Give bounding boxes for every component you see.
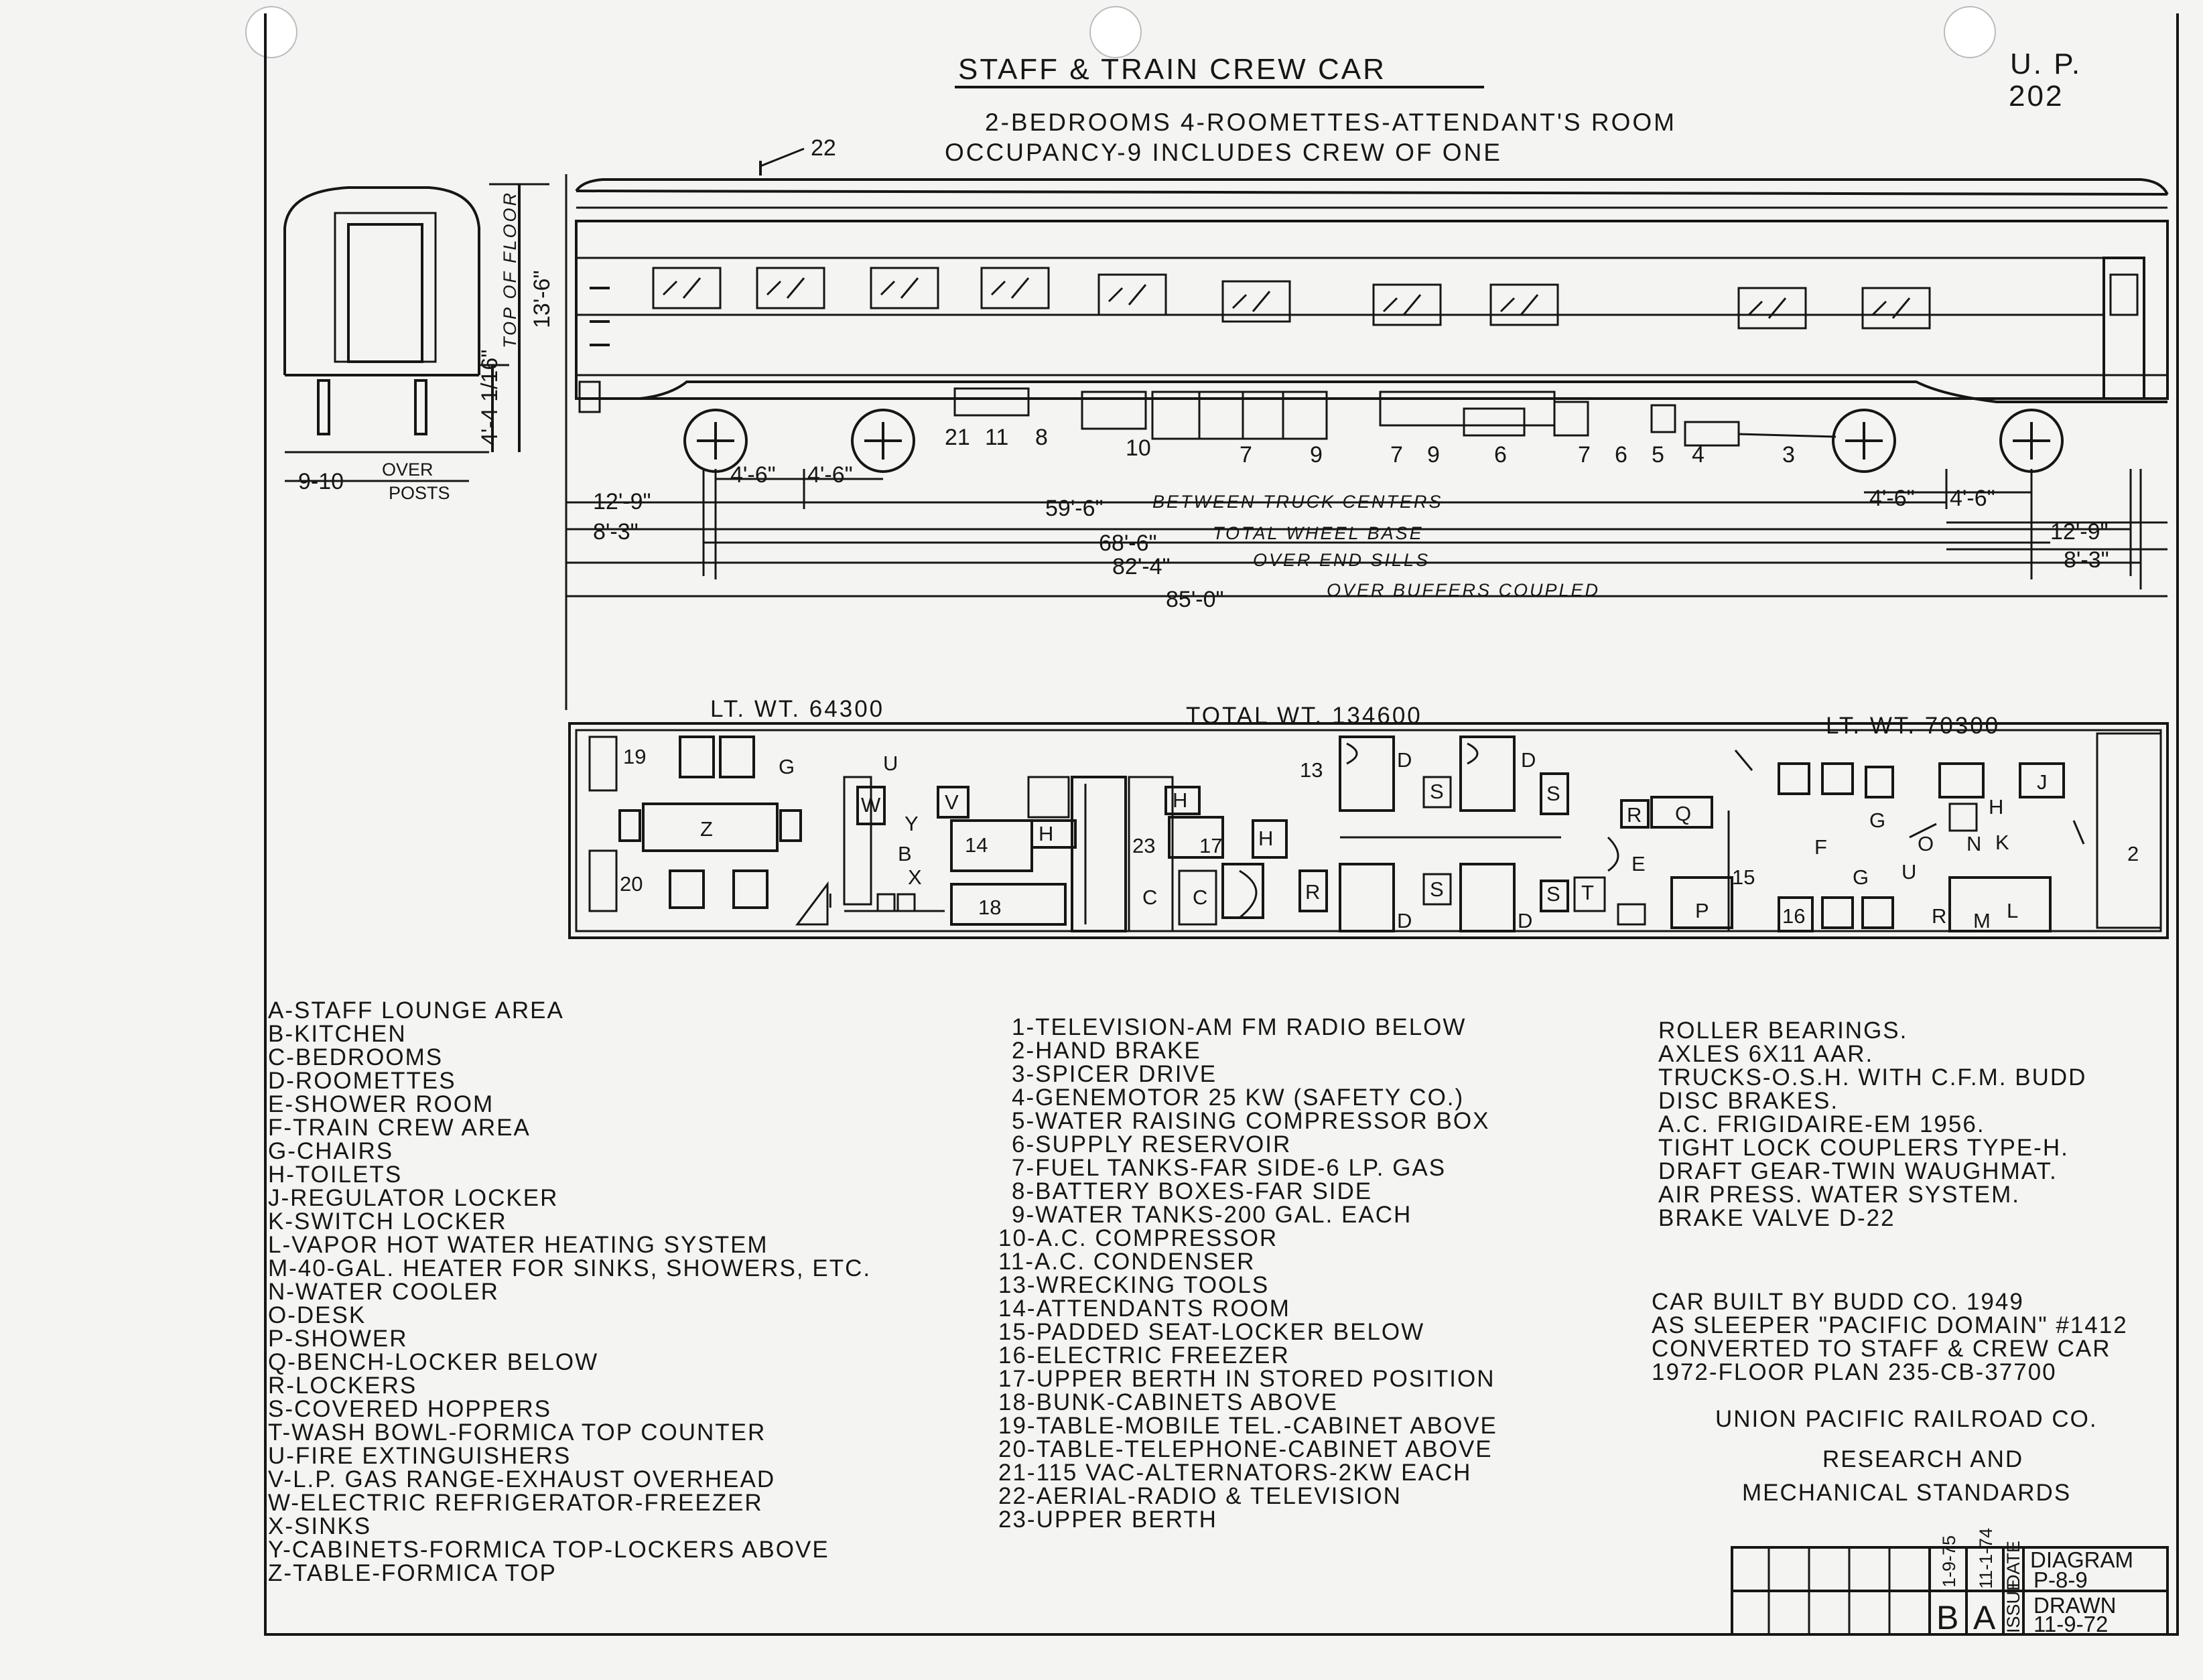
road-number: U. P. xyxy=(2010,48,2082,80)
dim-4-6-d: 4'-6" xyxy=(1950,486,1995,511)
legend-8: 8-BATTERY BOXES-FAR SIDE xyxy=(1012,1178,1373,1204)
total-weight: TOTAL WT. 134600 xyxy=(1186,703,1422,729)
plan-label-g3: G xyxy=(1853,865,1869,889)
issue-b-date: 1-9-75 xyxy=(1939,1535,1959,1588)
legend-10: 10-A.C. COMPRESSOR xyxy=(998,1225,1278,1251)
plan-label-18: 18 xyxy=(978,896,1002,919)
binder-hole-center xyxy=(1090,7,1141,58)
plan-label-c1: C xyxy=(1142,886,1158,909)
plan-label-z: Z xyxy=(700,817,713,841)
legend-letters xyxy=(268,997,871,1586)
diagram-number: P-8-9 xyxy=(2033,1567,2088,1592)
legend-6: 6-SUPPLY RESERVOIR xyxy=(1012,1131,1292,1158)
legend-a: A-STAFF LOUNGE AREA xyxy=(268,997,564,1024)
callout-7c: 7 xyxy=(1578,442,1591,468)
plan-label-c2: C xyxy=(1193,886,1208,909)
legend-3: 3-SPICER DRIVE xyxy=(1012,1061,1217,1087)
legend-x: X-SINKS xyxy=(268,1513,372,1539)
legend-numbers xyxy=(998,1014,1497,1533)
plan-label-r1: R xyxy=(1305,880,1321,904)
height-note: TOP OF FLOOR xyxy=(500,190,520,348)
plan-label-u2: U xyxy=(1901,860,1917,884)
spec-2: AXLES 6X11 AAR. xyxy=(1658,1041,1874,1067)
plan-label-23: 23 xyxy=(1132,834,1156,857)
legend-20: 20-TABLE-TELEPHONE-CABINET ABOVE xyxy=(998,1436,1493,1462)
legend-1: 1-TELEVISION-AM FM RADIO BELOW xyxy=(1012,1014,1467,1040)
legend-5: 5-WATER RAISING COMPRESSOR BOX xyxy=(1012,1108,1490,1134)
legend-l: L-VAPOR HOT WATER HEATING SYSTEM xyxy=(268,1232,769,1258)
date-label: DATE xyxy=(2003,1540,2023,1588)
legend-22: 22-AERIAL-RADIO & TELEVISION xyxy=(998,1483,1402,1509)
plan-label-e: E xyxy=(1631,852,1646,876)
callout-21: 21 xyxy=(945,425,970,450)
plan-label-g1: G xyxy=(779,755,795,778)
history-2: AS SLEEPER "PACIFIC DOMAIN" #1412 xyxy=(1652,1312,2128,1338)
plan-label-r3: R xyxy=(1932,904,1947,928)
binder-hole-left xyxy=(246,7,297,58)
spec-6: TIGHT LOCK COUPLERS TYPE-H. xyxy=(1658,1135,2069,1161)
legend-17: 17-UPPER BERTH IN STORED POSITION xyxy=(998,1366,1495,1392)
dim-4-6-b: 4'-6" xyxy=(807,462,853,488)
plan-label-f: F xyxy=(1814,835,1827,859)
callout-5: 5 xyxy=(1652,442,1664,468)
legend-w: W-ELECTRIC REFRIGERATOR-FREEZER xyxy=(268,1490,763,1516)
plan-label-h3: H xyxy=(1258,827,1274,850)
side-elevation xyxy=(576,135,2167,472)
callout-10: 10 xyxy=(1126,435,1151,461)
legend-k: K-SWITCH LOCKER xyxy=(268,1208,507,1235)
legend-11: 11-A.C. CONDENSER xyxy=(998,1249,1256,1275)
legend-r: R-LOCKERS xyxy=(268,1373,417,1399)
dim-82-4-label: OVER END SILLS xyxy=(1253,550,1430,570)
legend-y: Y-CABINETS-FORMICA TOP-LOCKERS ABOVE xyxy=(268,1537,829,1563)
dim-68-6-label: TOTAL WHEEL BASE xyxy=(1213,523,1424,543)
plan-label-s4: S xyxy=(1546,882,1560,906)
issue-a-date: 11-1-74 xyxy=(1976,1527,1996,1589)
light-weight-right: LT. WT. 70300 xyxy=(1826,713,2001,739)
plan-label-n: N xyxy=(1966,832,1982,855)
spec-4: DISC BRAKES. xyxy=(1658,1088,1839,1114)
legend-b: B-KITCHEN xyxy=(268,1021,407,1047)
issue-label: ISSUE xyxy=(2003,1578,2023,1633)
legend-14: 14-ATTENDANTS ROOM xyxy=(998,1296,1290,1322)
legend-m: M-40-GAL. HEATER FOR SINKS, SHOWERS, ETC. xyxy=(268,1255,872,1281)
dim-85-0: 85'-0" xyxy=(1166,587,1224,612)
legend-4: 4-GENEMOTOR 25 KW (SAFETY CO.) xyxy=(1012,1084,1465,1111)
end-width-note-2: POSTS xyxy=(389,483,450,503)
issue-a: A xyxy=(1973,1599,1996,1636)
legend-p: P-SHOWER xyxy=(268,1326,408,1352)
dim-59-6-label: BETWEEN TRUCK CENTERS xyxy=(1152,492,1443,512)
dim-59-6: 59'-6" xyxy=(1045,496,1104,521)
plan-label-17: 17 xyxy=(1199,834,1223,857)
plan-label-s1: S xyxy=(1430,780,1444,803)
car-number: 202 xyxy=(2009,80,2064,113)
diagram-title: STAFF & TRAIN CREW CAR xyxy=(958,53,1386,86)
plan-label-g2: G xyxy=(1869,809,1886,832)
binder-hole-right xyxy=(1944,7,1995,58)
callout-7b: 7 xyxy=(1390,442,1403,468)
plan-label-o: O xyxy=(1918,832,1934,855)
callout-7: 7 xyxy=(1240,442,1252,468)
legend-19: 19-TABLE-MOBILE TEL.-CABINET ABOVE xyxy=(998,1413,1497,1439)
plan-label-v: V xyxy=(945,790,959,814)
spec-8: AIR PRESS. WATER SYSTEM. xyxy=(1658,1182,2021,1208)
legend-7: 7-FUEL TANKS-FAR SIDE-6 LP. GAS xyxy=(1012,1155,1447,1181)
legend-d: D-ROOMETTES xyxy=(268,1068,456,1094)
legend-h: H-TOILETS xyxy=(268,1162,403,1188)
legend-f: F-TRAIN CREW AREA xyxy=(268,1115,531,1141)
plan-label-13: 13 xyxy=(1300,758,1323,782)
legend-s: S-COVERED HOPPERS xyxy=(268,1396,551,1422)
dimension-lines xyxy=(566,174,2167,710)
legend-21: 21-115 VAC-ALTERNATORS-2KW EACH xyxy=(998,1460,1472,1486)
spec-9: BRAKE VALVE D-22 xyxy=(1658,1205,1895,1231)
callout-9b: 9 xyxy=(1427,442,1440,468)
dim-85-0-label: OVER BUFFERS COUPLED xyxy=(1327,580,1601,600)
legend-23: 23-UPPER BERTH xyxy=(998,1507,1217,1533)
dim-82-4: 82'-4" xyxy=(1112,554,1171,579)
plan-label-s2: S xyxy=(1430,878,1444,901)
drawn-date: 11-9-72 xyxy=(2033,1612,2109,1636)
legend-z: Z-TABLE-FORMICA TOP xyxy=(268,1560,557,1586)
dim-4-6-c: 4'-6" xyxy=(1869,486,1915,511)
plan-label-d4: D xyxy=(1518,909,1533,932)
callout-6: 6 xyxy=(1494,442,1507,468)
plan-label-2: 2 xyxy=(2127,842,2139,865)
plan-label-d3: D xyxy=(1397,909,1412,932)
drawn-label: DRAWN xyxy=(2033,1593,2117,1618)
dim-4-6-a: 4'-6" xyxy=(730,462,776,488)
plan-label-h2: H xyxy=(1173,788,1188,812)
dim-12-9-right: 12'-9" xyxy=(2050,519,2109,545)
legend-g: G-CHAIRS xyxy=(268,1138,394,1164)
callout-8: 8 xyxy=(1035,425,1048,450)
plan-label-r2: R xyxy=(1627,803,1642,827)
plan-label-l: L xyxy=(2007,899,2019,922)
plan-label-u1: U xyxy=(883,752,898,775)
dim-12-9-left: 12'-9" xyxy=(593,489,651,514)
spec-1: ROLLER BEARINGS. xyxy=(1658,1018,1908,1044)
plan-label-w: W xyxy=(861,793,881,817)
legend-c: C-BEDROOMS xyxy=(268,1044,444,1070)
legend-v: V-L.P. GAS RANGE-EXHAUST OVERHEAD xyxy=(268,1466,776,1492)
plan-label-19: 19 xyxy=(623,745,647,768)
subtitle-line-1: 2-BEDROOMS 4-ROOMETTES-ATTENDANT'S ROOM xyxy=(985,109,1676,136)
legend-13: 13-WRECKING TOOLS xyxy=(998,1272,1270,1298)
floor-plan xyxy=(570,723,2167,938)
company-dept-1: RESEARCH AND xyxy=(1822,1446,2024,1472)
plan-label-y: Y xyxy=(905,812,919,835)
plan-label-q: Q xyxy=(1675,802,1692,825)
plan-label-14: 14 xyxy=(965,833,988,857)
callout-6b: 6 xyxy=(1615,442,1627,468)
history-1: CAR BUILT BY BUDD CO. 1949 xyxy=(1652,1289,2024,1315)
legend-q: Q-BENCH-LOCKER BELOW xyxy=(268,1349,599,1375)
end-view xyxy=(285,188,489,452)
legend-15: 15-PADDED SEAT-LOCKER BELOW xyxy=(998,1319,1425,1345)
plan-label-b: B xyxy=(898,842,912,865)
subtitle-line-2: OCCUPANCY-9 INCLUDES CREW OF ONE xyxy=(945,139,1502,166)
dim-8-3-right: 8'-3" xyxy=(2064,547,2109,573)
plan-label-s3: S xyxy=(1546,782,1560,805)
diagram-label: DIAGRAM xyxy=(2030,1547,2134,1572)
plan-label-m: M xyxy=(1973,909,1991,932)
spec-5: A.C. FRIGIDAIRE-EM 1956. xyxy=(1658,1111,1985,1137)
aerial-callout: 22 xyxy=(811,135,836,161)
history-4: 1972-FLOOR PLAN 235-CB-37700 xyxy=(1652,1359,2057,1385)
company-dept-2: MECHANICAL STANDARDS xyxy=(1742,1480,2072,1506)
dim-68-6: 68'-6" xyxy=(1099,531,1157,556)
legend-o: O-DESK xyxy=(268,1302,366,1328)
callout-4: 4 xyxy=(1692,442,1705,468)
end-width-note-1: OVER xyxy=(382,460,433,480)
plan-label-d2: D xyxy=(1521,748,1536,772)
plan-label-k: K xyxy=(1995,831,2009,854)
legend-2: 2-HAND BRAKE xyxy=(1012,1038,1201,1064)
plan-label-p: P xyxy=(1695,899,1709,922)
light-weight-left: LT. WT. 64300 xyxy=(710,696,885,722)
height-label: 13'-6" xyxy=(529,270,555,328)
issue-b: B xyxy=(1936,1599,1959,1636)
plan-label-d1: D xyxy=(1397,748,1412,772)
plan-label-i: I xyxy=(827,889,833,912)
legend-j: J-REGULATOR LOCKER xyxy=(268,1185,559,1211)
plan-label-h1: H xyxy=(1039,822,1054,845)
legend-e: E-SHOWER ROOM xyxy=(268,1091,494,1117)
plan-label-16: 16 xyxy=(1782,904,1806,928)
legend-9: 9-WATER TANKS-200 GAL. EACH xyxy=(1012,1202,1412,1228)
callout-9: 9 xyxy=(1310,442,1323,468)
plan-label-x: X xyxy=(908,865,922,889)
spec-notes xyxy=(1652,1018,2128,1506)
callout-11: 11 xyxy=(985,425,1009,450)
legend-t: T-WASH BOWL-FORMICA TOP COUNTER xyxy=(268,1419,766,1446)
spec-3: TRUCKS-O.S.H. WITH C.F.M. BUDD xyxy=(1658,1064,2087,1091)
spec-7: DRAFT GEAR-TWIN WAUGHMAT. xyxy=(1658,1158,2058,1184)
callout-3: 3 xyxy=(1782,442,1795,468)
history-3: CONVERTED TO STAFF & CREW CAR xyxy=(1652,1336,2111,1362)
plan-label-15: 15 xyxy=(1732,865,1755,889)
company-name: UNION PACIFIC RAILROAD CO. xyxy=(1715,1406,2098,1432)
plan-label-h4: H xyxy=(1989,795,2004,819)
plan-label-t: T xyxy=(1581,881,1594,904)
legend-16: 16-ELECTRIC FREEZER xyxy=(998,1342,1290,1369)
floor-height-label: 4'-4 1/16" xyxy=(477,349,503,445)
legend-18: 18-BUNK-CABINETS ABOVE xyxy=(998,1389,1338,1415)
end-width-value: 9-10 xyxy=(298,469,344,494)
legend-n: N-WATER COOLER xyxy=(268,1279,499,1305)
dim-8-3-left: 8'-3" xyxy=(593,519,639,545)
dimension-values xyxy=(593,462,2109,612)
plan-label-20: 20 xyxy=(620,872,643,896)
legend-u: U-FIRE EXTINGUISHERS xyxy=(268,1443,572,1469)
plan-label-j: J xyxy=(2037,770,2048,794)
